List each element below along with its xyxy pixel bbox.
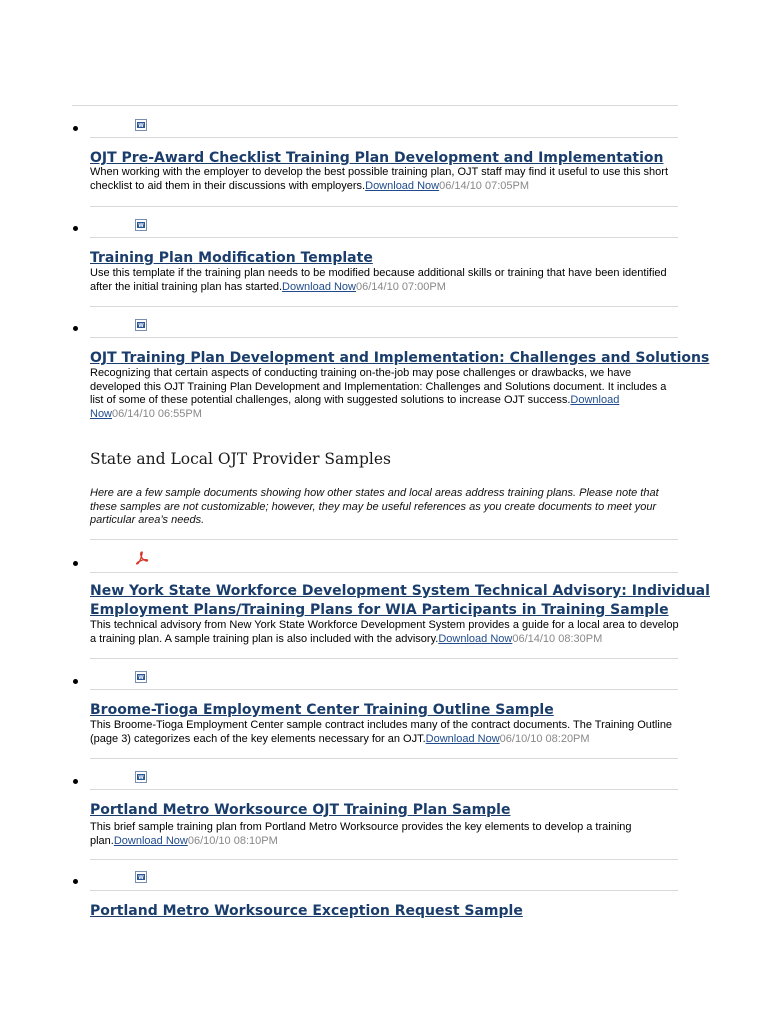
divider bbox=[72, 105, 678, 106]
svg-text:W: W bbox=[138, 323, 144, 329]
divider bbox=[90, 890, 678, 891]
divider bbox=[90, 206, 678, 207]
divider bbox=[90, 758, 678, 759]
word-doc-icon[interactable] bbox=[135, 119, 147, 131]
divider bbox=[90, 572, 678, 573]
document-description: This brief sample training plan from Portland Metro Worksource provides the key elements to develop a training plan.Download Now06/10/10 08:10PM bbox=[90, 821, 632, 847]
pdf-icon[interactable] bbox=[135, 551, 149, 565]
word-doc-icon[interactable] bbox=[135, 319, 147, 331]
document-description: This Broome-Tioga Employment Center sample contract includes many of the contract documents. The Training Outline (page 3) categorizes each of the key elements necessary for an OJT.Download Now06/10/10 08:20PM bbox=[90, 719, 673, 745]
document-title-link[interactable]: OJT Pre-Award Checklist Training Plan Development and Implementation bbox=[90, 150, 664, 166]
divider bbox=[90, 789, 678, 790]
word-doc-icon[interactable] bbox=[135, 671, 147, 683]
document-date: 06/10/10 08:20PM bbox=[499, 732, 590, 745]
list-bullet bbox=[73, 879, 78, 884]
document-date: 06/14/10 07:00PM bbox=[356, 280, 446, 293]
divider bbox=[90, 337, 678, 338]
section-intro: Here are a few sample documents showing how other states and local areas address training plans. Please note that these samples are not customizable; however, they may be useful references as you create documents to meet your particular area’s needs. bbox=[90, 487, 659, 526]
download-now-link[interactable]: Download Now bbox=[90, 394, 620, 420]
list-bullet bbox=[73, 226, 78, 231]
divider bbox=[90, 689, 678, 690]
svg-text:W: W bbox=[138, 875, 144, 881]
section-heading: State and Local OJT Provider Samples bbox=[90, 450, 391, 468]
download-now-link[interactable]: Download Now bbox=[113, 834, 188, 847]
document-title-link[interactable]: OJT Training Plan Development and Implementation: Challenges and Solutions bbox=[90, 350, 710, 366]
download-now-link[interactable]: Download Now bbox=[282, 280, 356, 293]
list-bullet bbox=[73, 561, 78, 566]
word-doc-icon[interactable] bbox=[135, 871, 147, 883]
list-bullet bbox=[73, 326, 78, 331]
document-description: This technical advisory from New York State Workforce Development System provides a guide for a local area to develop a training plan. A sample training plan is also included with the advisory.Download Now06/14/10 08:30PM bbox=[90, 619, 679, 645]
divider bbox=[90, 306, 678, 307]
document-date: 06/14/10 08:30PM bbox=[512, 632, 603, 645]
document-date: 06/14/10 06:55PM bbox=[112, 407, 202, 420]
word-doc-icon[interactable] bbox=[135, 771, 147, 783]
divider bbox=[90, 539, 678, 540]
svg-text:W: W bbox=[138, 223, 144, 229]
list-bullet bbox=[73, 126, 78, 131]
document-date: 06/10/10 08:10PM bbox=[187, 834, 278, 847]
divider bbox=[90, 859, 678, 860]
download-now-link[interactable]: Download Now bbox=[438, 632, 513, 645]
svg-text:W: W bbox=[138, 675, 144, 681]
svg-text:W: W bbox=[138, 123, 144, 129]
document-description: Recognizing that certain aspects of conducting training on-the-job may pose challenges or drawbacks, we have developed this OJT Training Plan Development and Implementation: Challenges and Solutions document. It includes a list of some of these potential challenges, along with suggested solutions to increase OJT success.Download Now06/14/10 06:55PM bbox=[90, 367, 667, 420]
divider bbox=[90, 137, 678, 138]
list-bullet bbox=[73, 779, 78, 784]
document-title-link[interactable]: Portland Metro Worksource Exception Request Sample bbox=[90, 903, 523, 919]
word-doc-icon[interactable] bbox=[135, 219, 147, 231]
list-bullet bbox=[73, 679, 78, 684]
document-title-link[interactable]: New York State Workforce Development System Technical Advisory: Individual bbox=[90, 583, 710, 599]
document-title-link[interactable]: Broome-Tioga Employment Center Training Outline Sample bbox=[90, 702, 554, 718]
divider bbox=[90, 237, 678, 238]
document-date: 06/14/10 07:05PM bbox=[439, 179, 530, 192]
divider bbox=[90, 658, 678, 659]
svg-text:W: W bbox=[138, 775, 144, 781]
download-now-link[interactable]: Download Now bbox=[365, 179, 440, 192]
document-title-link[interactable]: Training Plan Modification Template bbox=[90, 250, 373, 266]
download-now-link[interactable]: Download Now bbox=[425, 732, 500, 745]
document-description: Use this template if the training plan needs to be modified because additional skills or training that have been identified after the initial training plan has started.Download Now06/14/10 07:00PM bbox=[90, 267, 667, 293]
document-description: When working with the employer to develop the best possible training plan, OJT staff may find it useful to use this short checklist to aid them in their discussions with employers.Download Now06/14/10 07:05PM bbox=[90, 166, 669, 192]
document-title-link[interactable]: Portland Metro Worksource OJT Training Plan Sample bbox=[90, 802, 511, 818]
document-title-link-line2[interactable]: Employment Plans/Training Plans for WIA Participants in Training Sample bbox=[90, 602, 669, 618]
